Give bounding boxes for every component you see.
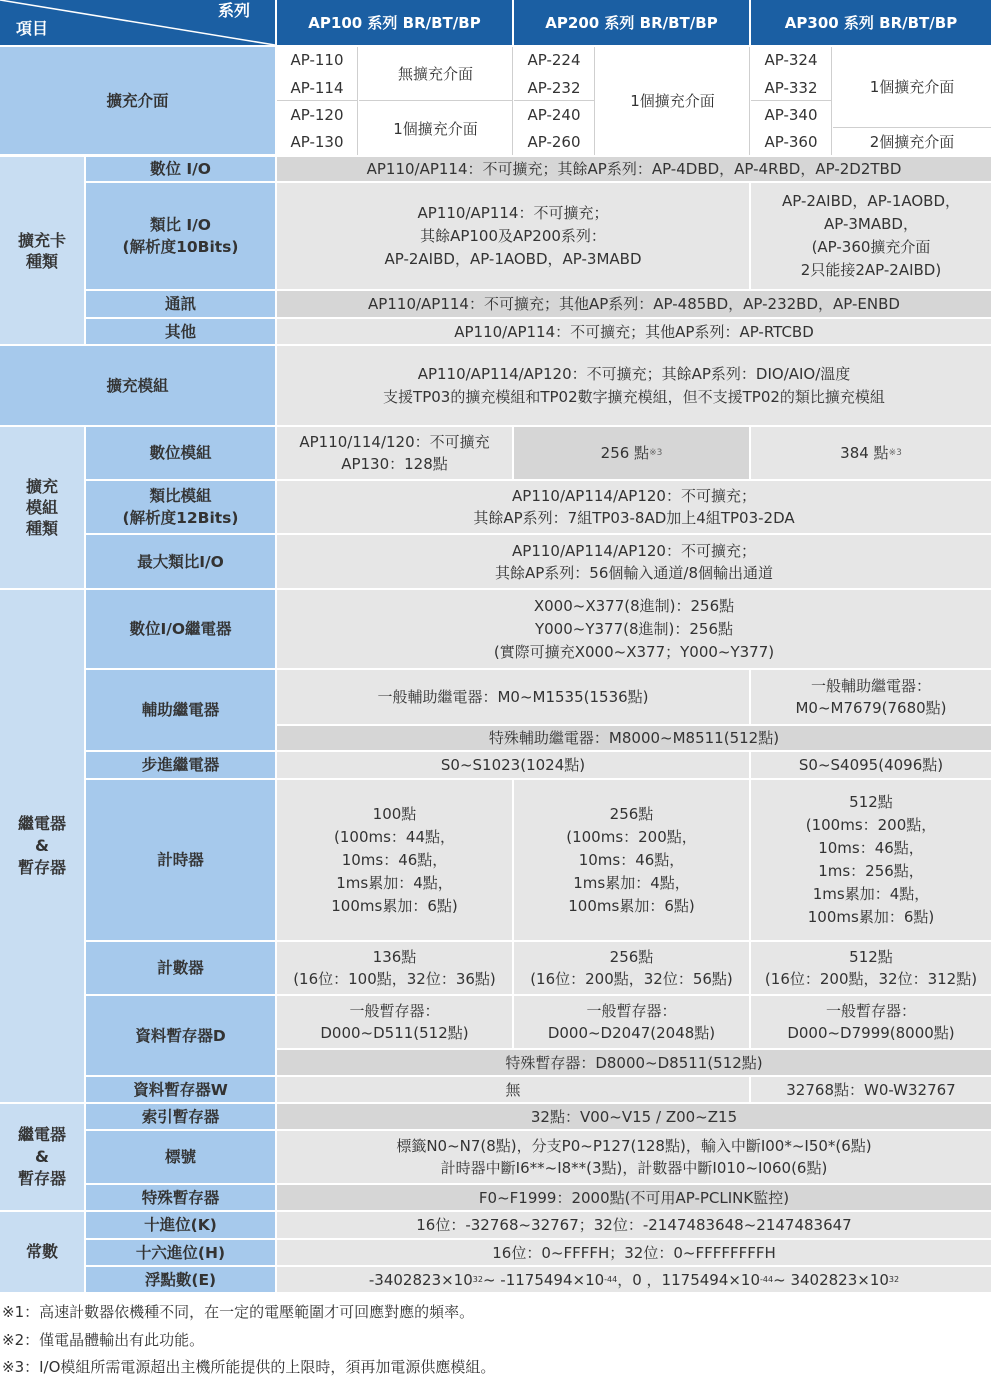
ap300-two-interface: 2個擴充介面 <box>833 129 991 155</box>
module-analog-value: AP110/AP114/AP120：不可擴充； 其餘AP系列：7組TP03-8AD加上4組TP03-2DA <box>277 481 991 533</box>
card-comm-value: AP110/AP114：不可擴充；其他AP系列：AP-485BD，AP-232BD，AP-ENBD <box>277 291 991 317</box>
footnote-3: ※3：I/O模組所需電源超出主機所能提供的上限時，須再加電源供應模組。 <box>2 1358 496 1376</box>
data-register-d-special: 特殊暫存器：D8000~D8511(512點) <box>277 1050 991 1075</box>
header-series-label: 系列 <box>218 1 251 20</box>
ap200-one-interface: 1個擴充介面 <box>596 47 749 155</box>
expansion-module-value: AP110/AP114/AP120：不可擴充；其餘AP系列：DIO/AIO/溫度 支援TP03的擴充模組和TP02數字擴充模組，但不支援TP02的類比擴充模組 <box>277 346 991 425</box>
ap200-model-4: AP-260 <box>514 129 594 155</box>
module-digital-ap300: 384 點 ※3 <box>751 427 991 479</box>
relays2-group: 繼電器 & 暫存器 <box>0 1104 84 1210</box>
module-analog-label: 類比模組 (解析度12Bits) <box>86 481 275 533</box>
timer-ap300: 512點 (100ms：200點， 10ms：46點， 1ms：256點， 1ms累加：4點， 100ms累加：6點) <box>751 780 991 940</box>
card-digital-label: 數位 I/O <box>86 157 275 181</box>
digital-io-relay-value: X000~X377(8進制)：256點 Y000~Y377(8進制)：256點 (實際可擴充X000~X377；Y000~Y377) <box>277 590 991 668</box>
aux-relay-special: 特殊輔助繼電器：M8000~M8511(512點) <box>277 726 991 750</box>
float-constant-label: 浮點數(E) <box>86 1267 275 1292</box>
header-item-label: 項目 <box>16 19 49 38</box>
timer-ap200: 256點 (100ms：200點， 10ms：46點， 1ms累加：4點， 100ms累加：6點) <box>514 780 749 940</box>
float-constant-value: -3402823×10 32 ~ -1175494×10 -44 ，0 ，1175494×10 -44 ~ 3402823×10 32 <box>277 1267 991 1292</box>
label-pointer-label: 標號 <box>86 1131 275 1183</box>
index-register-value: 32點：V00~V15 / Z00~Z15 <box>277 1104 991 1129</box>
counter-ap100: 136點 (16位：100點，32位：36點) <box>277 942 512 994</box>
index-register-label: 索引暫存器 <box>86 1104 275 1129</box>
module-digital-ap100: AP110/114/120：不可擴充 AP130：128點 <box>277 427 512 479</box>
hex-constant-label: 十六進位(H) <box>86 1240 275 1265</box>
header-ap100: AP100 系列 BR/BT/BP <box>277 0 512 45</box>
aux-relay-label: 輔助繼電器 <box>86 670 275 750</box>
card-types-group: 擴充卡 種類 <box>0 157 84 344</box>
ap200-model-1: AP-224 <box>514 47 594 73</box>
relays-group: 繼電器 & 暫存器 <box>0 590 84 1102</box>
data-register-d-label: 資料暫存器D <box>86 996 275 1075</box>
data-register-w-label: 資料暫存器W <box>86 1077 275 1102</box>
footnote-1: ※1：高速計數器依機種不同，在一定的電壓範圍才可回應對應的頻率。 <box>2 1303 475 1321</box>
ap300-model-1: AP-324 <box>751 47 831 73</box>
aux-relay-general-left: 一般輔助繼電器：M0~M1535(1536點) <box>277 670 749 724</box>
constants-group: 常數 <box>0 1212 84 1292</box>
ap300-model-4: AP-360 <box>751 129 831 155</box>
timer-label: 計時器 <box>86 780 275 940</box>
ap300-one-interface: 1個擴充介面 <box>833 47 991 127</box>
data-register-d-ap300: 一般暫存器： D000~D7999(8000點) <box>751 996 991 1048</box>
card-comm-label: 通訊 <box>86 291 275 317</box>
ap100-model-1: AP-110 <box>277 47 357 73</box>
card-analog-value-right: AP-2AIBD，AP-1AOBD， AP-3MABD， (AP-360擴充介面 2只能接2AP-2AIBD) <box>751 183 991 289</box>
step-relay-label: 步進繼電器 <box>86 752 275 778</box>
ap200-model-2: AP-232 <box>514 75 594 101</box>
data-register-w-left: 無 <box>277 1077 749 1102</box>
card-analog-label: 類比 I/O (解析度10Bits) <box>86 183 275 289</box>
timer-ap100: 100點 (100ms：44點， 10ms：46點， 1ms累加：4點， 100ms累加：6點) <box>277 780 512 940</box>
label-pointer-value: 標籤N0~N7(8點)，分支P0~P127(128點)，輸入中斷I00*~I50*(6點) 計時器中斷I6**~I8**(3點)，計數器中斷I010~I060(6點) <box>277 1131 991 1183</box>
special-register-label: 特殊暫存器 <box>86 1185 275 1210</box>
ap300-model-3: AP-340 <box>751 102 831 128</box>
card-analog-value-left: AP110/AP114：不可擴充； 其餘AP100及AP200系列： AP-2AIBD，AP-1AOBD，AP-3MABD <box>277 183 749 289</box>
ap100-no-interface: 無擴充介面 <box>359 47 512 100</box>
card-digital-value: AP110/AP114：不可擴充；其餘AP系列：AP-4DBD，AP-4RBD，AP-2D2TBD <box>277 157 991 181</box>
counter-ap300: 512點 (16位：200點，32位：312點) <box>751 942 991 994</box>
module-max-analog-label: 最大類比I/O <box>86 535 275 588</box>
card-other-value: AP110/AP114：不可擴充；其他AP系列：AP-RTCBD <box>277 319 991 344</box>
decimal-constant-label: 十進位(K) <box>86 1212 275 1238</box>
special-register-value: F0~F1999：2000點(不可用AP-PCLINK監控) <box>277 1185 991 1210</box>
header-ap300: AP300 系列 BR/BT/BP <box>751 0 991 45</box>
ap100-model-3: AP-120 <box>277 102 357 128</box>
module-digital-ap200: 256 點 ※3 <box>514 427 749 479</box>
counter-ap200: 256點 (16位：200點，32位：56點) <box>514 942 749 994</box>
data-register-d-ap100: 一般暫存器： D000~D511(512點) <box>277 996 512 1048</box>
ap100-model-2: AP-114 <box>277 75 357 101</box>
module-max-analog-value: AP110/AP114/AP120：不可擴充； 其餘AP系列：56個輸入通道/8個輸出通道 <box>277 535 991 588</box>
hex-constant-value: 16位：0~FFFFH；32位：0~FFFFFFFFH <box>277 1240 991 1265</box>
aux-relay-general-right: 一般輔助繼電器： M0~M7679(7680點) <box>751 670 991 724</box>
data-register-d-ap200: 一般暫存器： D000~D2047(2048點) <box>514 996 749 1048</box>
step-relay-right: S0~S4095(4096點) <box>751 752 991 778</box>
card-other-label: 其他 <box>86 319 275 344</box>
digital-io-relay-label: 數位I/O繼電器 <box>86 590 275 668</box>
ap200-model-3: AP-240 <box>514 102 594 128</box>
ap100-one-interface: 1個擴充介面 <box>359 102 512 155</box>
module-types-group: 擴充 模組 種類 <box>0 427 84 588</box>
expansion-module-label: 擴充模組 <box>0 346 275 425</box>
header-ap200: AP200 系列 BR/BT/BP <box>514 0 749 45</box>
data-register-w-right: 32768點：W0-W32767 <box>751 1077 991 1102</box>
counter-label: 計數器 <box>86 942 275 994</box>
ap100-model-4: AP-130 <box>277 129 357 155</box>
footnote-2: ※2：僅電晶體輸出有此功能。 <box>2 1331 205 1349</box>
ap300-model-2: AP-332 <box>751 75 831 101</box>
step-relay-left: S0~S1023(1024點) <box>277 752 749 778</box>
expansion-interface-label: 擴充介面 <box>0 47 275 154</box>
module-digital-label: 數位模組 <box>86 427 275 479</box>
decimal-constant-value: 16位：-32768~32767；32位：-2147483648~2147483647 <box>277 1212 991 1238</box>
